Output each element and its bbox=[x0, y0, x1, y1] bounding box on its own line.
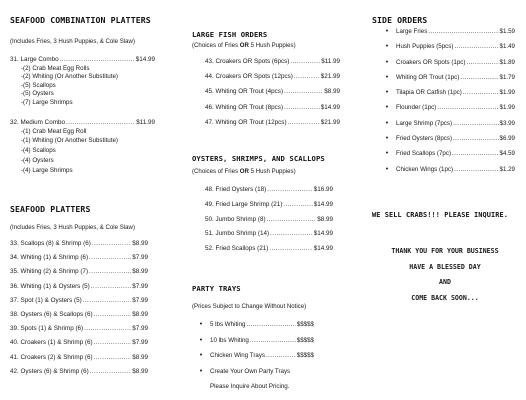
large-combo-price: $14.99 bbox=[135, 56, 155, 63]
bullet-icon: • bbox=[385, 165, 389, 173]
trays-title: PARTY TRAYS bbox=[192, 284, 241, 293]
bullet-icon: • bbox=[199, 367, 203, 375]
item-price: $1.99 bbox=[499, 89, 515, 97]
list-item bbox=[378, 89, 515, 104]
leader-dots bbox=[437, 104, 498, 111]
item-name: 36. Whiting (1) & Oysters (5) bbox=[10, 282, 90, 290]
leader-dots bbox=[246, 321, 295, 328]
item-name: 42. Oysters (6) & Shrimp (6) bbox=[10, 367, 89, 375]
bullet-icon: • bbox=[385, 119, 389, 127]
leader-dots bbox=[284, 88, 323, 95]
oysters-title: OYSTERS, SHRIMPS, AND SCALLOPS bbox=[192, 154, 325, 163]
item-name: 45. Whiting OR Trout (4pcs) bbox=[205, 88, 284, 96]
large-combo-options bbox=[10, 65, 118, 108]
item-name: Tilapia OR Catfish (1pc) bbox=[396, 89, 462, 97]
leader-dots bbox=[66, 119, 135, 126]
list-item bbox=[192, 321, 314, 337]
item-name: 35. Whiting (2) & Shrimp (7) bbox=[10, 268, 89, 276]
list-item bbox=[378, 74, 515, 89]
leader-dots bbox=[453, 120, 498, 127]
fish-choice bbox=[192, 42, 296, 49]
combo-option: -(4) Scallops bbox=[21, 147, 56, 155]
leader-dots bbox=[83, 297, 131, 304]
leader-dots bbox=[84, 325, 131, 332]
combo-includes: (Includes Fries, 3 Hush Puppies, & Cole Slaw) bbox=[10, 38, 135, 45]
item-name: 47. Whiting OR Trout (12pcs) bbox=[205, 118, 287, 126]
list-item bbox=[10, 368, 148, 382]
item-price: $7.99 bbox=[132, 339, 148, 347]
list-item bbox=[10, 283, 148, 297]
large-combo-label: 31. Large Combo bbox=[10, 56, 59, 63]
list-item bbox=[205, 230, 333, 245]
leader-dots bbox=[94, 339, 132, 346]
item-price: $1.29 bbox=[499, 165, 515, 173]
list-item bbox=[378, 120, 515, 135]
list-item bbox=[192, 337, 314, 353]
item-price: $6.99 bbox=[499, 135, 515, 143]
trays-list bbox=[192, 321, 314, 399]
platters-title: SEAFOOD PLATTERS bbox=[10, 204, 91, 214]
item-name: Large Shrimp (7pcs) bbox=[396, 119, 453, 127]
item-name: 37. Spot (1) & Oysters (5) bbox=[10, 296, 82, 304]
leader-dots bbox=[283, 201, 312, 208]
item-price: $8.99 bbox=[132, 240, 148, 247]
combo-option: -(2) Crab Meat Egg Rolls bbox=[21, 64, 90, 72]
leader-dots bbox=[466, 59, 498, 66]
leader-dots bbox=[267, 186, 312, 193]
choice-text: 5 Hush Puppies) bbox=[248, 42, 296, 49]
item-name: Please Inquire About Pricing. bbox=[210, 383, 290, 390]
leader-dots bbox=[94, 311, 132, 318]
item-price: $11.99 bbox=[321, 58, 340, 65]
list-item bbox=[378, 43, 515, 58]
bullet-icon: • bbox=[385, 73, 389, 81]
leader-dots bbox=[452, 150, 498, 157]
list-item bbox=[10, 297, 148, 311]
leader-dots bbox=[269, 245, 312, 252]
leader-dots bbox=[266, 352, 296, 359]
bullet-icon: • bbox=[385, 135, 389, 143]
item-name: 38. Oysters (6) & Scallops (6) bbox=[10, 310, 93, 318]
item-price: $1.89 bbox=[499, 58, 515, 66]
fish-list bbox=[205, 58, 340, 134]
bullet-icon: • bbox=[385, 43, 389, 51]
leader-dots bbox=[454, 166, 498, 173]
item-price: $$$$$ bbox=[296, 352, 314, 359]
fish-title: LARGE FISH ORDERS bbox=[192, 30, 268, 39]
combo-option: -(2) Whiting (Or Another Substitute) bbox=[21, 73, 118, 81]
item-name: 48. Fried Oysters (18) bbox=[205, 186, 267, 193]
bullet-icon: • bbox=[199, 336, 203, 344]
medium-combo-label: 32. Medium Combo bbox=[10, 119, 65, 126]
leader-dots bbox=[60, 56, 135, 63]
list-item bbox=[205, 186, 333, 201]
platters-includes: (Includes Fries, 3 Hush Puppies, & Cole Slaw) bbox=[10, 224, 135, 231]
leader-dots bbox=[428, 28, 498, 35]
leader-dots bbox=[294, 73, 320, 80]
sides-title: SIDE ORDERS bbox=[372, 15, 428, 25]
item-name: 33. Scallops (8) & Shrimp (6) bbox=[10, 240, 91, 247]
list-item bbox=[10, 240, 148, 254]
item-price: $21.99 bbox=[320, 73, 340, 81]
item-name: Flounder (1pc) bbox=[396, 104, 437, 112]
item-price: $14.99 bbox=[313, 245, 333, 253]
item-price: $8.99 bbox=[132, 268, 148, 276]
list-item bbox=[378, 135, 515, 150]
bullet-icon: • bbox=[385, 58, 389, 66]
list-item bbox=[205, 88, 340, 103]
item-name: 40. Croakers (1) & Shrimp (6) bbox=[10, 339, 93, 347]
combo-option: -(5) Scallops bbox=[21, 81, 56, 89]
leader-dots bbox=[460, 74, 498, 81]
item-price: $14.99 bbox=[313, 230, 333, 238]
item-price: $7.99 bbox=[132, 254, 148, 262]
item-price: $4.59 bbox=[499, 150, 515, 158]
list-item bbox=[192, 368, 314, 384]
oysters-choice bbox=[192, 168, 296, 175]
bullet-icon: • bbox=[385, 150, 389, 158]
list-item bbox=[10, 268, 148, 282]
bullet-icon: • bbox=[385, 28, 389, 35]
item-name: Croakers OR Spots (1pc) bbox=[396, 58, 466, 66]
choice-text: 5 Hush Puppies) bbox=[248, 168, 296, 175]
item-name: 52. Fried Scallops (21) bbox=[205, 245, 269, 253]
list-item bbox=[378, 166, 515, 181]
item-name: 46. Whiting OR Trout (8pcs) bbox=[205, 103, 284, 111]
item-price: $21.99 bbox=[320, 118, 340, 126]
leader-dots bbox=[94, 354, 132, 361]
choice-or: OR bbox=[239, 42, 249, 49]
leader-dots bbox=[288, 119, 320, 126]
bullet-icon: • bbox=[385, 104, 389, 112]
list-item bbox=[378, 104, 515, 119]
item-price: $1.99 bbox=[499, 104, 515, 112]
list-item bbox=[10, 354, 148, 368]
item-price: $14.99 bbox=[320, 103, 340, 111]
leader-dots bbox=[89, 254, 131, 261]
item-price: $3.99 bbox=[499, 119, 515, 127]
item-name: Large Fries bbox=[396, 28, 428, 35]
leader-dots bbox=[270, 230, 313, 237]
item-price: $7.99 bbox=[132, 282, 148, 290]
leader-dots bbox=[90, 368, 132, 375]
list-item bbox=[192, 383, 314, 399]
medium-combo-price: $11.99 bbox=[136, 119, 155, 126]
leader-dots bbox=[290, 58, 320, 65]
item-price: $1.49 bbox=[499, 43, 515, 51]
item-price: $14.99 bbox=[313, 200, 333, 208]
list-item bbox=[205, 216, 333, 231]
list-item bbox=[10, 311, 148, 325]
item-price: $8.99 bbox=[132, 353, 148, 361]
item-price: $1.59 bbox=[499, 28, 515, 35]
item-name: Fried Scallops (7pc) bbox=[396, 150, 452, 158]
sides-list bbox=[378, 28, 515, 181]
medium-combo-options bbox=[10, 128, 118, 177]
list-item bbox=[205, 201, 333, 216]
list-item bbox=[10, 325, 148, 339]
item-name: Hush Puppies (5pcs) bbox=[396, 43, 454, 51]
oysters-list bbox=[205, 186, 333, 260]
leader-dots bbox=[453, 135, 498, 142]
combo-option: -(4) Large Shrimps bbox=[21, 167, 73, 175]
leader-dots bbox=[463, 89, 499, 96]
leader-dots bbox=[89, 268, 131, 275]
item-price: $8.99 bbox=[317, 215, 333, 223]
crabs-notice: WE SELL CRABS!!! PLEASE INQUIRE. bbox=[372, 211, 508, 219]
list-item bbox=[192, 352, 314, 368]
list-item bbox=[10, 254, 148, 268]
item-price: $8.99 bbox=[132, 310, 148, 318]
item-name: 41. Croakers (2) & Shrimp (6) bbox=[10, 353, 93, 361]
thanks-line: AND bbox=[439, 278, 451, 286]
item-name: 51. Jumbo Shrimp (14) bbox=[205, 230, 270, 238]
item-price: $8.99 bbox=[324, 88, 340, 96]
item-name: Fried Oysters (8pcs) bbox=[396, 135, 453, 143]
choice-text: (Choices of Fries bbox=[192, 168, 240, 175]
item-price: $1.79 bbox=[499, 73, 515, 81]
item-name: 5 lbs Whiting bbox=[210, 321, 246, 328]
item-price: $$$$$ bbox=[296, 321, 314, 328]
list-item bbox=[205, 245, 333, 260]
leader-dots bbox=[91, 283, 131, 290]
item-name: Chicken Wing Trays bbox=[210, 352, 266, 359]
combo-option: -(4) Oysters bbox=[21, 157, 54, 165]
list-item bbox=[205, 73, 340, 88]
item-name: Chicken Wings (1pc) bbox=[396, 165, 454, 173]
trays-note: (Prices Subject to Change Without Notice) bbox=[192, 303, 307, 310]
item-price: $$$$$ bbox=[296, 336, 314, 344]
choice-or: OR bbox=[239, 168, 249, 175]
item-price: $8.99 bbox=[132, 367, 148, 375]
list-item bbox=[205, 58, 340, 73]
item-price: $7.99 bbox=[132, 296, 148, 304]
choice-text: (Choices of Fries bbox=[192, 42, 240, 49]
list-item bbox=[10, 339, 148, 353]
item-name: 10 lbs Whiting bbox=[210, 336, 249, 344]
list-item bbox=[205, 119, 340, 134]
list-item bbox=[378, 150, 515, 165]
medium-combo bbox=[10, 119, 155, 126]
combo-option: -(5) Oysters bbox=[21, 90, 54, 98]
item-name: 34. Whiting (1) & Shrimp (6) bbox=[10, 254, 89, 262]
item-price: $16.99 bbox=[313, 186, 333, 193]
large-combo bbox=[10, 56, 155, 63]
leader-dots bbox=[267, 216, 317, 223]
leader-dots bbox=[454, 43, 498, 50]
list-item bbox=[378, 59, 515, 74]
thank-you-block bbox=[372, 247, 518, 309]
item-name: 43. Croakers OR Spots (6pcs) bbox=[205, 58, 290, 65]
leader-dots bbox=[284, 104, 320, 111]
leader-dots bbox=[250, 337, 296, 344]
item-name: Whiting OR Trout (1pc) bbox=[396, 73, 460, 81]
thanks-line: THANK YOU FOR YOUR BUSINESS bbox=[391, 247, 499, 255]
list-item bbox=[378, 28, 515, 43]
item-price: $7.99 bbox=[132, 325, 148, 333]
platters-list bbox=[10, 240, 148, 382]
combo-option: -(1) Crab Meat Egg Roll bbox=[21, 127, 87, 135]
combo-option: -(7) Large Shrimps bbox=[21, 98, 73, 106]
leader-dots bbox=[92, 240, 131, 247]
item-name: 50. Jumbo Shrimp (8) bbox=[205, 215, 266, 223]
combo-option: -(1) Whiting (Or Another Substitute) bbox=[21, 137, 118, 145]
bullet-icon: • bbox=[385, 89, 389, 97]
item-name: 44. Croakers OR Spots (12pcs) bbox=[205, 73, 293, 81]
item-name: Create Your Own Party Trays bbox=[210, 367, 291, 375]
list-item bbox=[205, 104, 340, 119]
thanks-line: HAVE A BLESSED DAY bbox=[409, 262, 481, 271]
bullet-icon: • bbox=[199, 321, 203, 328]
item-name: 49. Fried Large Shrimp (21) bbox=[205, 200, 283, 208]
combo-title: SEAFOOD COMBINATION PLATTERS bbox=[10, 15, 151, 25]
thanks-line: COME BACK SOON... bbox=[411, 293, 479, 302]
item-name: 39. Spots (1) & Shrimp (6) bbox=[10, 325, 84, 333]
bullet-icon: • bbox=[199, 352, 203, 359]
